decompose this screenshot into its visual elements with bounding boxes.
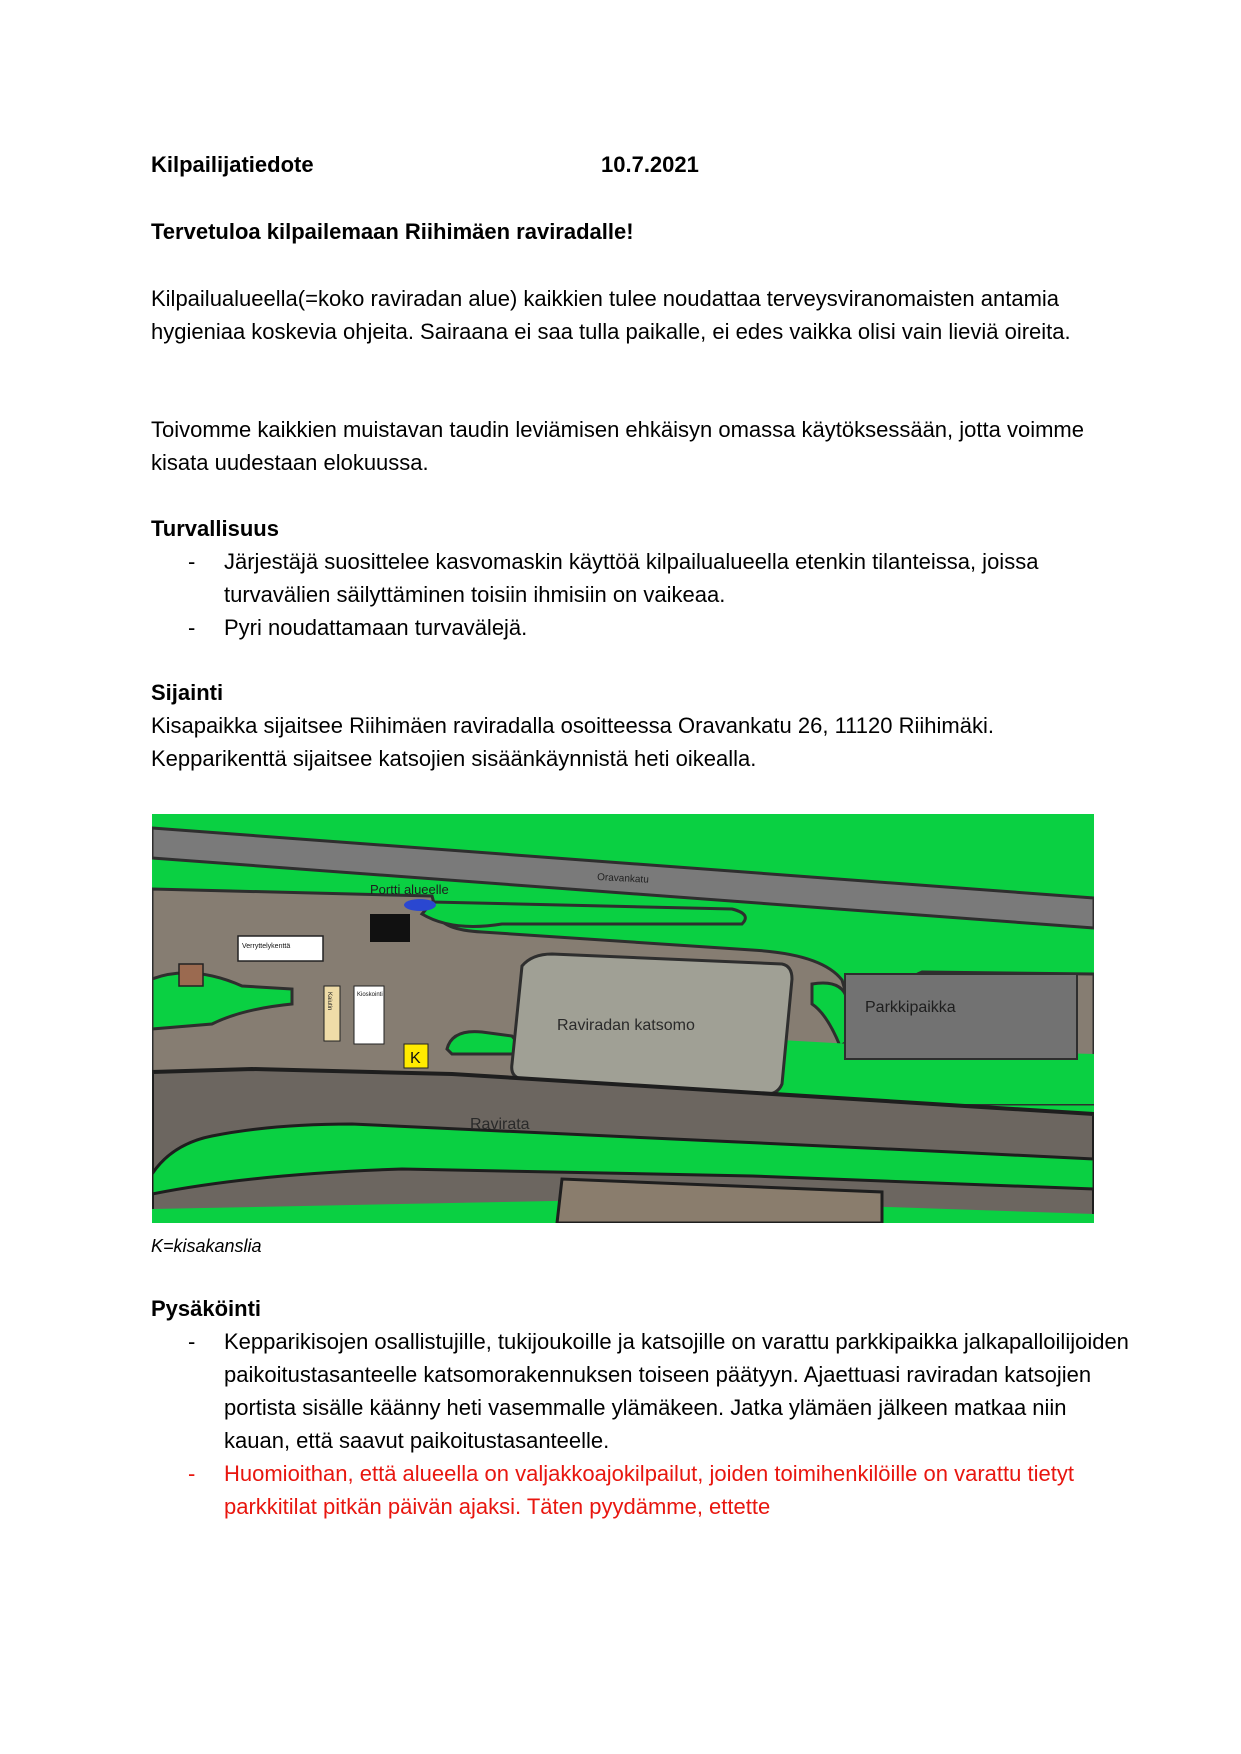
- intro-paragraph-2: Toivomme kaikkien muistavan taudin leviämisen ehkäisyn omassa käytöksessään, jotta voimme kisata uudestaan elokuussa.: [151, 417, 1084, 475]
- parking-item-text: Kepparikisojen osallistujille, tukijoukoille ja katsojille on varattu parkkipaikka jalkapalloilijoiden paikoitustasanteelle katsomorakennuksen toiseen päätyyn. Ajaettuasi raviradan katsojien portista sisälle käänny heti vasemmalle ylämäkeen. Jatka ylämäen jälkeen matkaa niin kauan, että saavut paikoitustasanteelle.: [224, 1329, 1129, 1453]
- street-label: Oravankatu: [596, 872, 650, 886]
- warmup-label: Verryttelykenttä: [242, 943, 291, 950]
- venue-map: [152, 814, 1094, 1223]
- gate-marker: [404, 899, 436, 911]
- doc-title: Kilpailijatiedote: [151, 152, 314, 177]
- list-item: - Kepparikisojen osallistujille, tukijoukoille ja katsojille on varattu parkkipaikka jalkapalloilijoiden paikoitustasanteelle katsomorakennuksen toiseen päätyyn. Ajaettuasi raviradan katsojien portista sisälle käänny heti vasemmalle ylämäkeen. Jatka ylämäen jälkeen matkaa niin kauan, että saavut paikoitustasanteelle.: [188, 1329, 1129, 1453]
- safety-item-text: Pyri noudattamaan turvavälejä.: [224, 615, 528, 640]
- brown-building: [179, 964, 203, 986]
- header-line: [151, 148, 1101, 181]
- doc-date: 10.7.2021: [601, 152, 699, 177]
- parking-item-warning: Huomioithan, että alueella on valjakkoajokilpailut, joiden toimihenkilöille on varattu tietyt parkkitilat pitkän päivän ajaksi. Täten pyydämme, ettette: [224, 1461, 1074, 1519]
- stand-label: Raviradan katsomo: [557, 1017, 695, 1034]
- kiosk-label: Kioskointi: [357, 992, 383, 998]
- welcome-heading: Tervetuloa kilpailemaan Riihimäen raviradalle!: [151, 219, 634, 244]
- location-text: Kisapaikka sijaitsee Riihimäen raviradalla osoitteessa Oravankatu 26, 11120 Riihimäki. Kepparikenttä sijaitsee katsojien sisäänkäynnistä heti oikealla.: [151, 713, 994, 771]
- parking-list: [151, 1325, 1131, 1523]
- parking-heading: Pysäköinti: [151, 1296, 262, 1321]
- safety-heading: Turvallisuus: [151, 516, 279, 541]
- safety-list: [151, 545, 1131, 644]
- black-structure: [370, 914, 410, 942]
- map-caption: K=kisakanslia: [151, 1236, 262, 1256]
- parking-label: Parkkipaikka: [865, 999, 956, 1016]
- list-item: - Pyri noudattamaan turvavälejä.: [188, 615, 528, 640]
- list-item: - Huomioithan, että alueella on valjakkoajokilpailut, joiden toimihenkilöille on varattu tietyt parkkitilat pitkän päivän ajaksi. Täten pyydämme, ettette: [188, 1461, 1074, 1519]
- intro-paragraph-1: Kilpailualueella(=koko raviradan alue) kaikkien tulee noudattaa terveysviranomaisten antamia hygieniaa koskevia ohjeita. Sairaana ei saa tulla paikalle, ei edes vaikka olisi vain lieviä oireita.: [151, 286, 1071, 344]
- safety-item-text: Järjestäjä suosittelee kasvomaskin käyttöä kilpailualueella etenkin tilanteissa, joissa turvavälien säilyttäminen toisiin ihmisiin on vaikeaa.: [224, 549, 1039, 607]
- list-item: - Järjestäjä suosittelee kasvomaskin käyttöä kilpailualueella etenkin tilanteissa, joissa turvavälien säilyttäminen toisiin ihmisiin on vaikeaa.: [188, 549, 1039, 607]
- speaker-label: Kaiutin: [326, 992, 332, 1011]
- office-marker-label: K: [410, 1050, 421, 1067]
- gate-label: Portti alueelle: [370, 882, 449, 897]
- location-heading: Sijainti: [151, 680, 224, 705]
- parking-lot: [845, 974, 1077, 1059]
- track-label: Ravirata: [470, 1116, 530, 1133]
